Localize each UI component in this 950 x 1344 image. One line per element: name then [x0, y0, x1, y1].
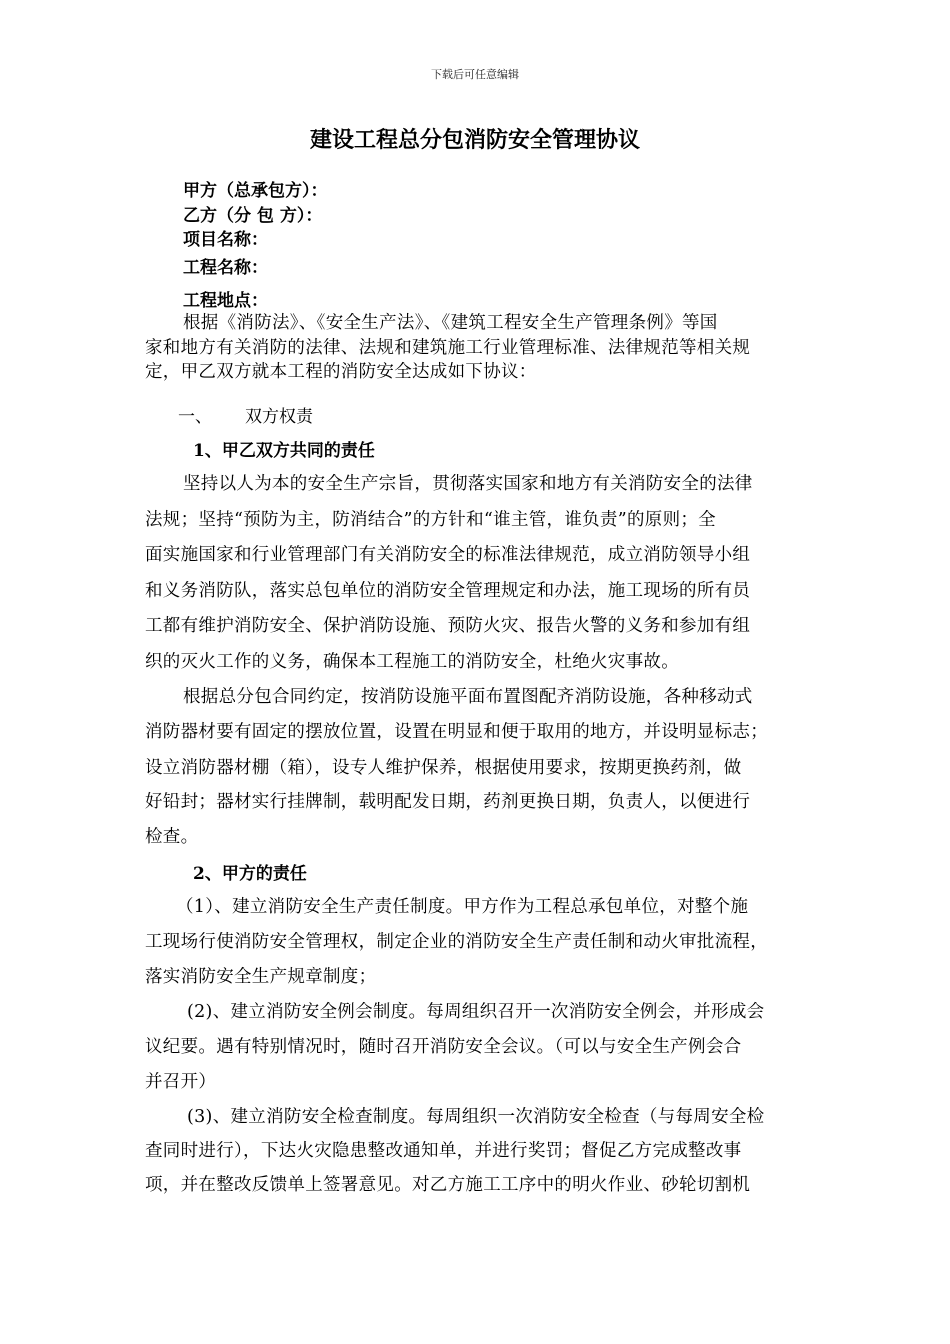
paragraph-line: (3)、建立消防安全检查制度。每周组织一次消防安全检查（与每周安全检: [187, 1107, 765, 1127]
section-number: 一、: [178, 407, 212, 427]
intro-line: 家和地方有关消防的法律、法规和建筑施工行业管理标准、法律规范等相关规: [145, 338, 751, 358]
intro-line: 定，甲乙双方就本工程的消防安全达成如下协议：: [145, 362, 537, 382]
document-title: 建设工程总分包消防安全管理协议: [309, 127, 640, 153]
paragraph-line: 工现场行使消防安全管理权，制定企业的消防安全生产责任制和动火审批流程，: [145, 932, 768, 952]
paragraph-line: 议纪要。遇有特别情况时，随时召开消防安全会议。（可以与安全生产例会合: [145, 1037, 742, 1057]
subsection-heading: 2、甲方的责任: [193, 864, 307, 884]
paragraph-line: 好铅封；器材实行挂牌制，载明配发日期，药剂更换日期，负责人，以便进行: [145, 792, 751, 812]
paragraph-line: 项，并在整改反馈单上签署意见。对乙方施工工序中的明火作业、砂轮切割机: [145, 1175, 751, 1195]
paragraph-line: 织的灭火工作的义务，确保本工程施工的消防安全，杜绝火灾事故。: [145, 652, 679, 672]
paragraph-line: 并召开）: [145, 1072, 217, 1092]
intro-line: 根据《消防法》、《安全生产法》、《建筑工程安全生产管理条例》等国: [183, 313, 718, 333]
party-a-field: 甲方（总承包方）：: [183, 181, 328, 201]
subsection-heading: 1、甲乙双方共同的责任: [193, 441, 375, 461]
paragraph-line: 设立消防器材棚（箱），设专人维护保养，根据使用要求，按期更换药剂，做: [145, 758, 742, 778]
paragraph-line: （1）、建立消防安全生产责任制度。甲方作为工程总承包单位，对整个施: [176, 897, 749, 917]
paragraph-line: 面实施国家和行业管理部门有关消防安全的标准法律规范，成立消防领导小组: [145, 545, 751, 565]
paragraph-line: 坚持以人为本的安全生产宗旨，贯彻落实国家和地方有关消防安全的法律: [183, 474, 753, 494]
paragraph-line: 根据总分包合同约定，按消防设施平面布置图配齐消防设施，各种移动式: [183, 687, 753, 707]
paragraph-line: (2)、建立消防安全例会制度。每周组织召开一次消防安全例会，并形成会: [187, 1002, 765, 1022]
paragraph-line: 消防器材要有固定的摆放位置，设置在明显和便于取用的地方，并设明显标志；: [145, 722, 768, 742]
project-name-field: 项目名称：: [183, 230, 268, 250]
paragraph-line: 法规；坚持“预防为主，防消结合”的方针和“谁主管，谁负责”的原则；全: [145, 510, 716, 530]
paragraph-line: 和义务消防队，落实总包单位的消防安全管理规定和办法，施工现场的所有员: [145, 581, 751, 601]
paragraph-line: 检查。: [145, 827, 199, 847]
header-note: 下载后可任意编辑: [431, 68, 519, 81]
engineering-name-field: 工程名称：: [183, 258, 268, 278]
paragraph-line: 落实消防安全生产规章制度；: [145, 967, 377, 987]
paragraph-line: 查同时进行），下达火灾隐患整改通知单，并进行奖罚；督促乙方完成整改事: [145, 1141, 742, 1161]
paragraph-line: 工都有维护消防安全、保护消防设施、预防火灾、报告火警的义务和参加有组: [145, 616, 751, 636]
section-title: 双方权责: [245, 407, 313, 427]
party-b-field: 乙方（分 包 方）：: [183, 206, 323, 226]
engineering-location-field: 工程地点：: [183, 291, 268, 311]
